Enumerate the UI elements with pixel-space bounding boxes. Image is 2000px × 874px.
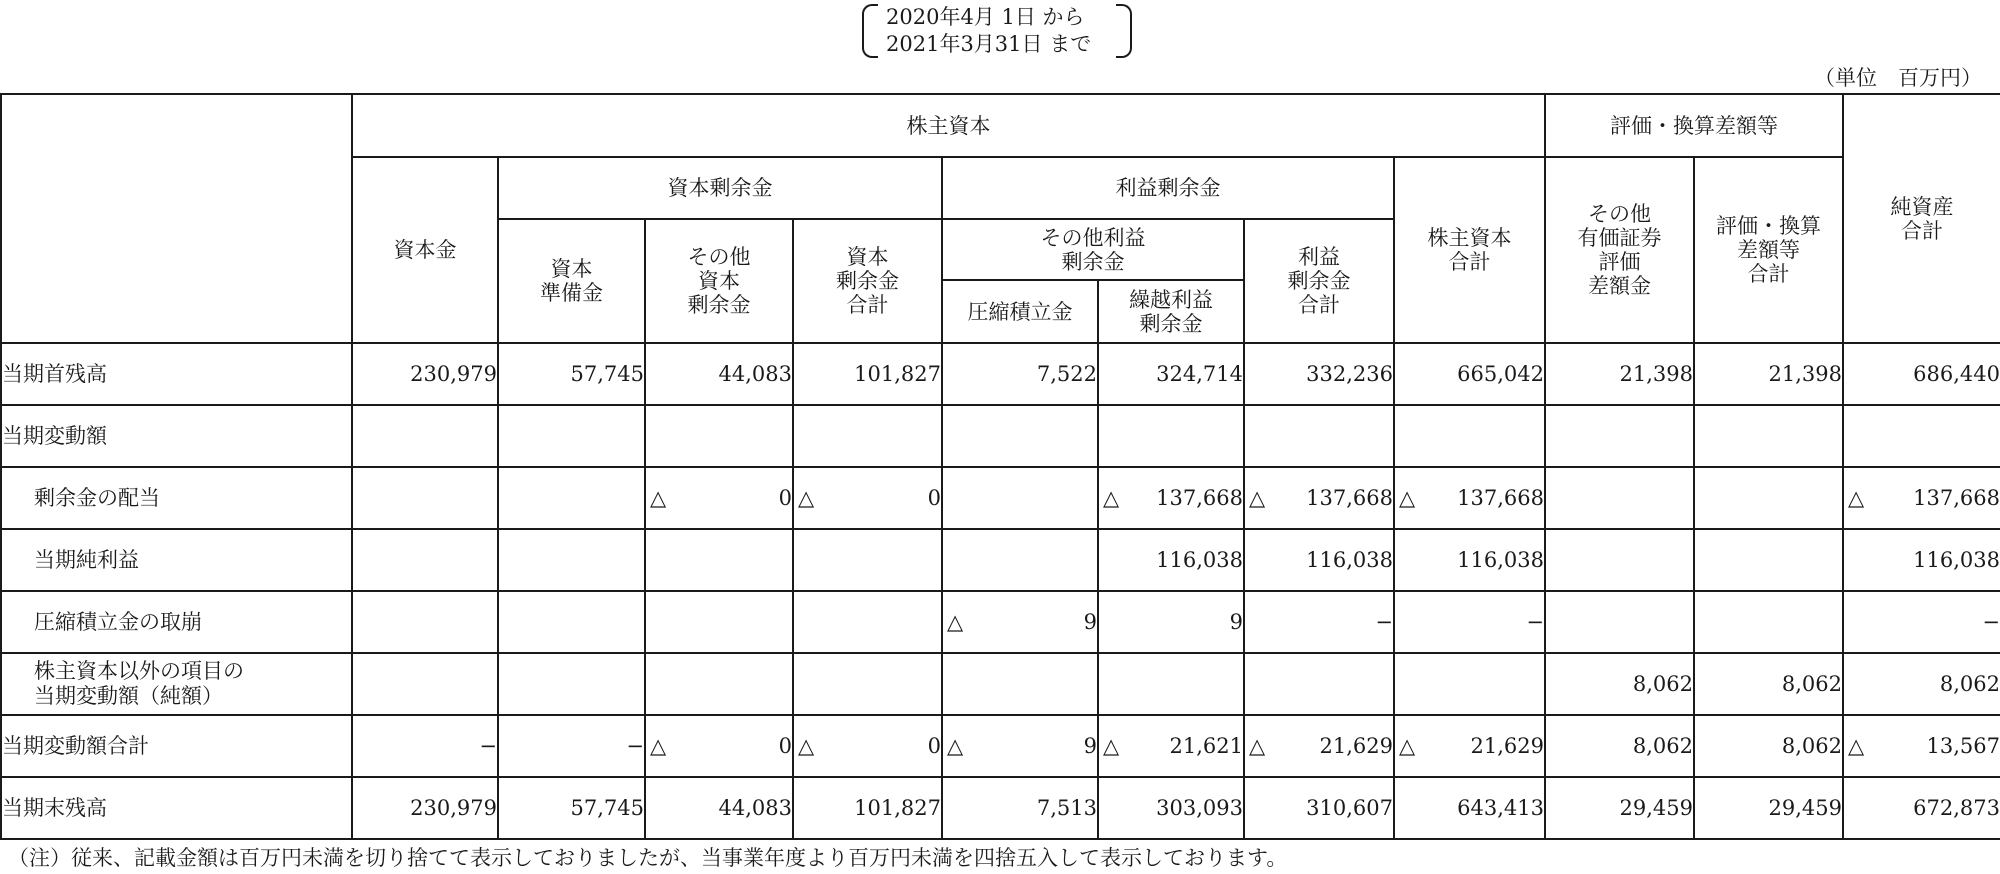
value-cell <box>1244 777 1394 839</box>
value-cell <box>1394 591 1545 653</box>
value-cell <box>498 591 645 653</box>
header-securities-valuation: その他 有価証券 評価 差額金 <box>1545 157 1694 343</box>
cell-value: 21,629 <box>1319 734 1393 758</box>
value-cell <box>1394 653 1545 715</box>
value-cell <box>1694 343 1843 405</box>
header-retained-earnings-carried: 繰越利益 剰余金 <box>1098 280 1244 343</box>
value-cell <box>793 591 942 653</box>
cell-value: 324,714 <box>1156 362 1243 386</box>
cell-value: 0 <box>927 486 941 510</box>
table-row <box>1 529 2000 591</box>
negative-marker: △ <box>1399 734 1416 758</box>
value-cell <box>645 715 793 777</box>
value-cell <box>942 343 1098 405</box>
value-cell <box>1098 529 1244 591</box>
cell-value: 101,827 <box>854 362 941 386</box>
value-cell <box>1843 591 2000 653</box>
value-cell <box>1098 653 1244 715</box>
value-cell <box>1545 529 1694 591</box>
header-retained-earnings-total: 利益 剰余金 合計 <box>1244 219 1394 343</box>
value-cell <box>498 529 645 591</box>
cell-value: 7,513 <box>1036 796 1097 820</box>
footnote: （注）従来、記載金額は百万円未満を切り捨てて表示しておりましたが、当事業年度より百万円未満を四捨五入して表示しております。 <box>8 846 1288 870</box>
row-label: 当期首残高 <box>1 343 352 405</box>
value-cell <box>1694 529 1843 591</box>
value-cell <box>1244 591 1394 653</box>
cell-value: 8,062 <box>1781 734 1842 758</box>
value-cell <box>942 529 1098 591</box>
cell-value: 116,038 <box>1156 548 1243 572</box>
value-cell <box>645 777 793 839</box>
cell-value: 0 <box>778 734 792 758</box>
row-label: 当期末残高 <box>1 777 352 839</box>
value-cell <box>1394 715 1545 777</box>
header-corner-mid2 <box>1 219 352 280</box>
period-start: 2020年4月 1日 から <box>886 5 1085 29</box>
cell-value: 9 <box>1229 610 1243 634</box>
row-label: 剰余金の配当 <box>1 467 352 529</box>
period-end: 2021年3月31日 まで <box>886 32 1092 56</box>
row-label: 株主資本以外の項目の 当期変動額（純額） <box>1 653 352 715</box>
cell-value: 57,745 <box>570 362 644 386</box>
table-row <box>1 653 2000 715</box>
cell-value: 57,745 <box>570 796 644 820</box>
value-cell <box>1394 467 1545 529</box>
header-corner-bottom <box>1 280 352 343</box>
unit-label: （単位 百万円） <box>1814 66 1982 90</box>
cell-value: 116,038 <box>1457 548 1544 572</box>
fiscal-period <box>862 2 1132 58</box>
value-cell <box>1098 591 1244 653</box>
cell-value: 643,413 <box>1457 796 1544 820</box>
negative-marker: △ <box>1103 734 1120 758</box>
value-cell <box>645 591 793 653</box>
negative-marker: △ <box>1399 486 1416 510</box>
header-valuation-adjustments-total: 評価・換算 差額等 合計 <box>1694 157 1843 343</box>
cell-value: 101,827 <box>854 796 941 820</box>
negative-marker: △ <box>1249 734 1266 758</box>
negative-marker: △ <box>1848 486 1865 510</box>
value-cell <box>942 405 1098 467</box>
value-cell <box>1694 777 1843 839</box>
row-label: 当期変動額合計 <box>1 715 352 777</box>
cell-value: 137,668 <box>1457 486 1544 510</box>
table-row <box>1 777 2000 839</box>
row-label: 圧縮積立金の取崩 <box>1 591 352 653</box>
cell-value: 310,607 <box>1306 796 1393 820</box>
cell-value: 21,398 <box>1768 362 1842 386</box>
cell-value: − <box>1526 610 1544 634</box>
row-label: 当期変動額 <box>1 405 352 467</box>
value-cell <box>1843 405 2000 467</box>
value-cell <box>793 343 942 405</box>
value-cell <box>1545 343 1694 405</box>
value-cell <box>352 591 498 653</box>
equity-statement-table <box>0 93 2000 840</box>
header-valuation-adjustments: 評価・換算差額等 <box>1545 94 1843 157</box>
header-retained-earnings: 利益剰余金 <box>942 157 1394 219</box>
cell-value: 686,440 <box>1913 362 2000 386</box>
header-capital-surplus-total: 資本 剰余金 合計 <box>793 219 942 343</box>
value-cell <box>352 405 498 467</box>
value-cell <box>1545 405 1694 467</box>
value-cell <box>1098 467 1244 529</box>
value-cell <box>1843 343 2000 405</box>
cell-value: 13,567 <box>1926 734 2000 758</box>
value-cell <box>1545 715 1694 777</box>
negative-marker: △ <box>947 610 964 634</box>
value-cell <box>1694 715 1843 777</box>
value-cell <box>352 343 498 405</box>
value-cell <box>352 653 498 715</box>
cell-value: 44,083 <box>718 796 792 820</box>
value-cell <box>1545 777 1694 839</box>
value-cell <box>1098 343 1244 405</box>
cell-value: 230,979 <box>410 796 497 820</box>
negative-marker: △ <box>1848 734 1865 758</box>
value-cell <box>498 715 645 777</box>
header-capital-surplus: 資本剰余金 <box>498 157 942 219</box>
cell-value: 9 <box>1083 610 1097 634</box>
cell-value: 21,621 <box>1169 734 1243 758</box>
value-cell <box>1244 653 1394 715</box>
value-cell <box>498 405 645 467</box>
value-cell <box>352 777 498 839</box>
value-cell <box>942 591 1098 653</box>
cell-value: 8,062 <box>1632 672 1693 696</box>
header-other-capital-surplus: その他 資本 剰余金 <box>645 219 793 343</box>
value-cell <box>1694 467 1843 529</box>
value-cell <box>942 777 1098 839</box>
value-cell <box>498 653 645 715</box>
table-row <box>1 715 2000 777</box>
value-cell <box>645 529 793 591</box>
left-bracket <box>862 4 878 58</box>
negative-marker: △ <box>1103 486 1120 510</box>
cell-value: 8,062 <box>1632 734 1693 758</box>
row-label: 当期純利益 <box>1 529 352 591</box>
cell-value: 116,038 <box>1913 548 2000 572</box>
negative-marker: △ <box>798 486 815 510</box>
cell-value: − <box>1982 610 2000 634</box>
cell-value: 665,042 <box>1457 362 1544 386</box>
cell-value: 9 <box>1083 734 1097 758</box>
negative-marker: △ <box>650 734 667 758</box>
header-corner-mid <box>1 157 352 219</box>
table-row <box>1 405 2000 467</box>
value-cell <box>1843 467 2000 529</box>
value-cell <box>1545 591 1694 653</box>
header-capital-stock: 資本金 <box>352 157 498 343</box>
negative-marker: △ <box>650 486 667 510</box>
value-cell <box>1843 777 2000 839</box>
value-cell <box>1694 591 1843 653</box>
value-cell <box>1843 529 2000 591</box>
cell-value: 0 <box>778 486 792 510</box>
value-cell <box>793 467 942 529</box>
value-cell <box>1244 529 1394 591</box>
value-cell <box>1843 715 2000 777</box>
header-other-retained-earnings: その他利益 剰余金 <box>942 219 1244 280</box>
header-corner <box>1 94 352 157</box>
value-cell <box>1098 777 1244 839</box>
negative-marker: △ <box>798 734 815 758</box>
cell-value: 44,083 <box>718 362 792 386</box>
value-cell <box>645 653 793 715</box>
cell-value: 21,398 <box>1619 362 1693 386</box>
value-cell <box>942 653 1098 715</box>
cell-value: 137,668 <box>1913 486 2000 510</box>
value-cell <box>942 715 1098 777</box>
cell-value: 29,459 <box>1768 796 1842 820</box>
cell-value: 8,062 <box>1939 672 2000 696</box>
value-cell <box>1244 343 1394 405</box>
value-cell <box>498 343 645 405</box>
value-cell <box>793 653 942 715</box>
cell-value: 7,522 <box>1036 362 1097 386</box>
cell-value: 8,062 <box>1781 672 1842 696</box>
cell-value: − <box>626 734 644 758</box>
value-cell <box>352 529 498 591</box>
value-cell <box>793 529 942 591</box>
table-row <box>1 591 2000 653</box>
table-row <box>1 343 2000 405</box>
value-cell <box>1244 467 1394 529</box>
value-cell <box>1394 777 1545 839</box>
cell-value: 672,873 <box>1913 796 2000 820</box>
value-cell <box>498 777 645 839</box>
cell-value: 137,668 <box>1306 486 1393 510</box>
negative-marker: △ <box>1249 486 1266 510</box>
value-cell <box>1244 715 1394 777</box>
cell-value: 303,093 <box>1156 796 1243 820</box>
value-cell <box>1694 653 1843 715</box>
value-cell <box>1394 405 1545 467</box>
cell-value: 116,038 <box>1306 548 1393 572</box>
cell-value: 332,236 <box>1306 362 1393 386</box>
value-cell <box>645 467 793 529</box>
cell-value: 230,979 <box>410 362 497 386</box>
cell-value: 21,629 <box>1470 734 1544 758</box>
header-shareholders-equity-total: 株主資本 合計 <box>1394 157 1545 343</box>
value-cell <box>1545 467 1694 529</box>
negative-marker: △ <box>947 734 964 758</box>
value-cell <box>1098 715 1244 777</box>
cell-value: 29,459 <box>1619 796 1693 820</box>
cell-value: − <box>1375 610 1393 634</box>
value-cell <box>352 715 498 777</box>
value-cell <box>1545 653 1694 715</box>
value-cell <box>1694 405 1843 467</box>
value-cell <box>1098 405 1244 467</box>
value-cell <box>645 405 793 467</box>
table-body <box>1 343 2000 839</box>
right-bracket <box>1116 4 1132 58</box>
cell-value: 137,668 <box>1156 486 1243 510</box>
value-cell <box>498 467 645 529</box>
cell-value: − <box>479 734 497 758</box>
table-row <box>1 467 2000 529</box>
value-cell <box>942 467 1098 529</box>
value-cell <box>1244 405 1394 467</box>
value-cell <box>645 343 793 405</box>
header-reduction-reserve: 圧縮積立金 <box>942 280 1098 343</box>
value-cell <box>793 405 942 467</box>
header-shareholders-equity: 株主資本 <box>352 94 1545 157</box>
header-capital-reserve: 資本 準備金 <box>498 219 645 343</box>
value-cell <box>1394 343 1545 405</box>
value-cell <box>1394 529 1545 591</box>
value-cell <box>352 467 498 529</box>
cell-value: 0 <box>927 734 941 758</box>
value-cell <box>793 715 942 777</box>
table-header <box>1 94 2000 343</box>
value-cell <box>793 777 942 839</box>
header-net-assets-total: 純資産 合計 <box>1843 94 2000 343</box>
value-cell <box>1843 653 2000 715</box>
